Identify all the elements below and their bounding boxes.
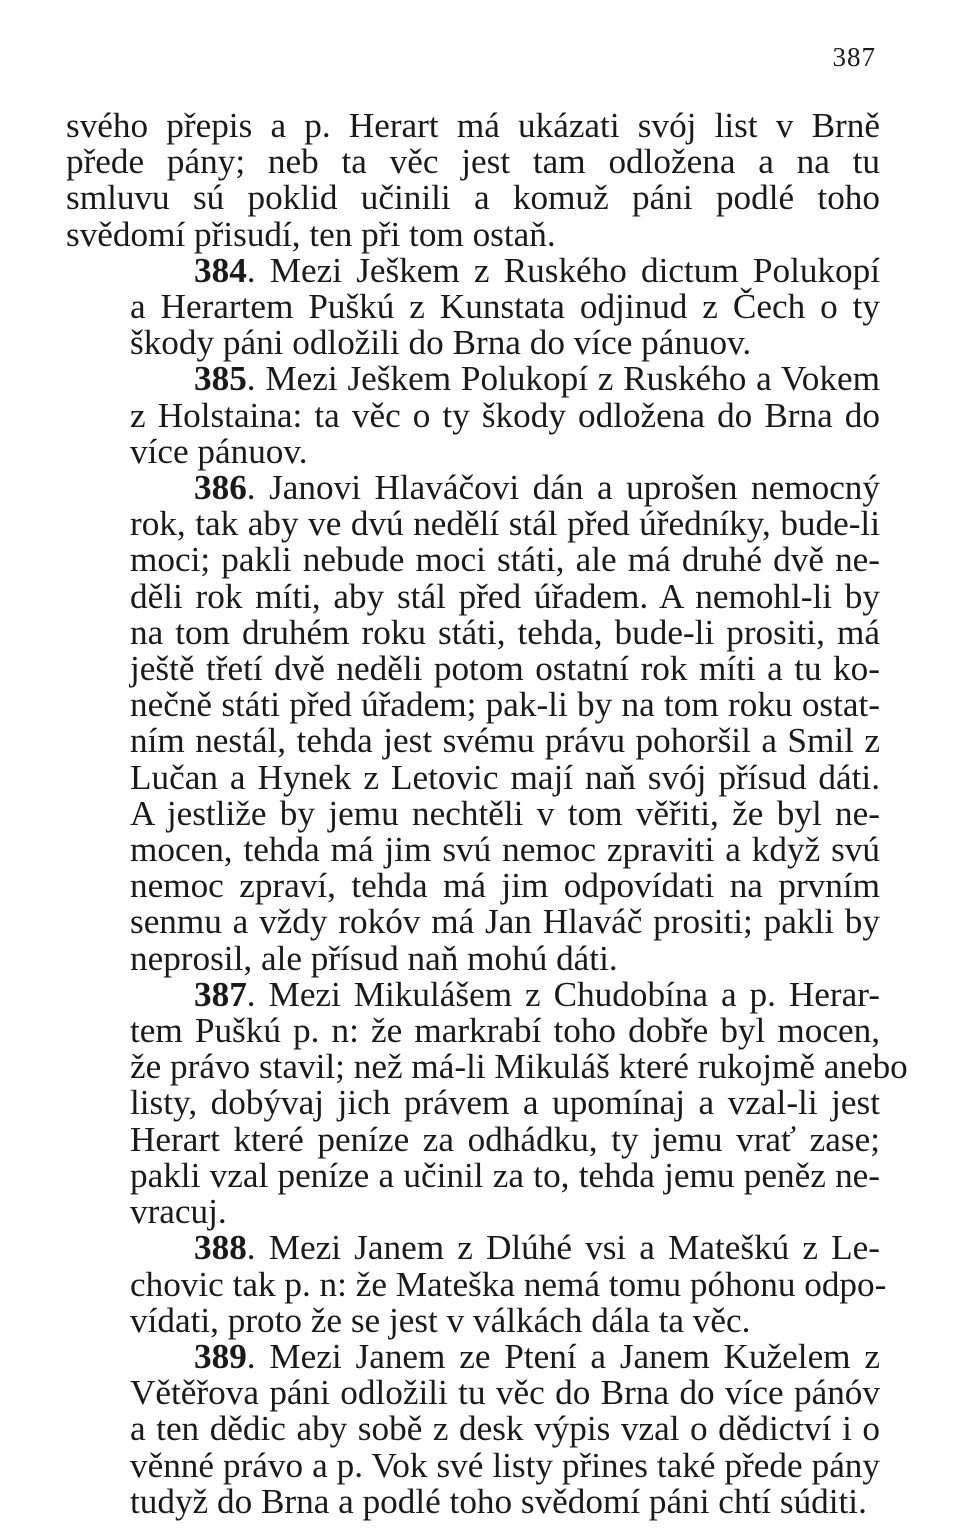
text-line: škody páni odložili do Brna do více pánuov. [130,323,752,363]
entry-number: 386 [194,468,247,508]
text-line: věnné právo a p. Vok své listy přines také přede pány [130,1445,880,1485]
text-line: svědomí přisudí, ten při tom ostaň. [66,214,556,254]
entry-paragraph [66,361,880,470]
text-line [66,250,880,290]
text-line: Lučan a Hynek z Letovic mají naň svój přísud dáti. [130,757,880,797]
text-line: a Herartem Puškú z Kunstata odjinud z Čech o ty [130,287,880,327]
text-line: vídati, proto že se jest v válkách dála ta věc. [130,1300,751,1340]
text-line: pakli vzal peníze a učinil za to, tehda jemu peněz ne- [130,1155,880,1195]
entry-paragraph [66,1228,887,1340]
entry-paragraph [66,470,880,977]
entry-paragraph [66,974,908,1232]
entry-number: 388 [194,1228,247,1268]
text-line: děli rok míti, aby stál před úřadem. A nemohl-li by [130,576,880,616]
entry-paragraph [66,1336,880,1521]
text-line: rok, tak aby ve dvú nedělí stál před úředníky, bude-li [130,504,880,544]
entry-text: . Mezi Mikulášem z Chudobína a p. Herar- [246,974,880,1014]
text-line: ním nestál, tehda jest svému právu pohoršil a Smil z [130,721,880,761]
entry-text: . Mezi Janem z Dlúhé vsi a Mateškú z Le- [246,1228,880,1268]
text-line: a ten dědic aby sobě z desk výpis vzal o dědictví i o [130,1409,880,1449]
text-line: mocen, tehda má jim svú nemoc zpraviti a když svú [130,830,880,870]
entry-text: . Mezi Janem ze Ptení a Janem Kuželem z [246,1336,880,1376]
text-line: svého přepis a p. Herart má ukázati svój list v Brně [66,106,880,145]
text-line: ještě třetí dvě neděli potom ostatní rok míti a tu ko- [130,649,880,689]
text-line: smluvu sú poklid učinili a komuž páni podlé toho [66,178,880,218]
text-line: z Holstaina: ta věc o ty škody odložena do Brna do [130,395,880,435]
entry-number: 384 [194,250,247,290]
text-line: neprosil, ale přísud naň mohú dáti. [130,938,618,978]
text-line [66,974,880,1014]
entry-number: 387 [194,974,247,1014]
text-line: nemoc zpraví, tehda má jim odpovídati na prvním [130,866,880,906]
entry-number: 385 [194,359,247,399]
text-line: vracuj. [130,1192,227,1232]
text-line: na tom druhém roku státi, tehda, bude-li prositi, má [130,612,880,652]
text-line: tudyž do Brna a podlé toho svědomí páni chtí súditi. [130,1481,867,1521]
text-line [66,1230,880,1266]
page-number: 387 [832,42,876,72]
text-line [66,1336,880,1376]
text-line: Větěřova páni odložili tu věc do Brna do více pánóv [130,1373,880,1413]
entry-text: . Mezi Ješkem z Ruského dictum Polukopí [246,250,880,290]
text-line [66,470,880,506]
text-line: více pánuov. [130,431,308,471]
entry-paragraph [66,250,880,363]
entry-number: 389 [194,1336,247,1376]
paragraph [66,108,880,253]
text-line: nečně státi před úřadem; pak-li by na tom roku ostat- [130,685,880,725]
text-line [66,361,880,397]
text-line: tem Puškú p. n: že markrabí toho dobře byl mocen, [130,1011,880,1051]
text-line: A jestliže by jemu nechtěli v tom věřiti, že byl ne- [130,793,880,833]
entry-text: . Janovi Hlaváčovi dán a uprošen nemocný [246,468,880,508]
text-line: listy, dobývaj jich právem a upomínaj a vzal-li jest [130,1083,880,1123]
text-line: chovic tak p. n: že Mateška nemá tomu póhonu odpo- [130,1264,887,1304]
text-line: senmu a vždy rokóv má Jan Hlaváč prositi; pakli by [130,902,880,942]
text-line: Herart které peníze za odhádku, ty jemu vrať zase; [130,1119,880,1159]
body-text [66,106,908,1521]
text-line: moci; pakli nebude moci státi, ale má druhé dvě ne- [130,540,880,580]
entry-text: . Mezi Ješkem Polukopí z Ruského a Vokem [246,359,880,399]
text-line: přede pány; neb ta věc jest tam odložena a na tu [66,142,880,182]
text-line: že právo stavil; než má-li Mikuláš které rukojmě anebo [130,1047,908,1087]
